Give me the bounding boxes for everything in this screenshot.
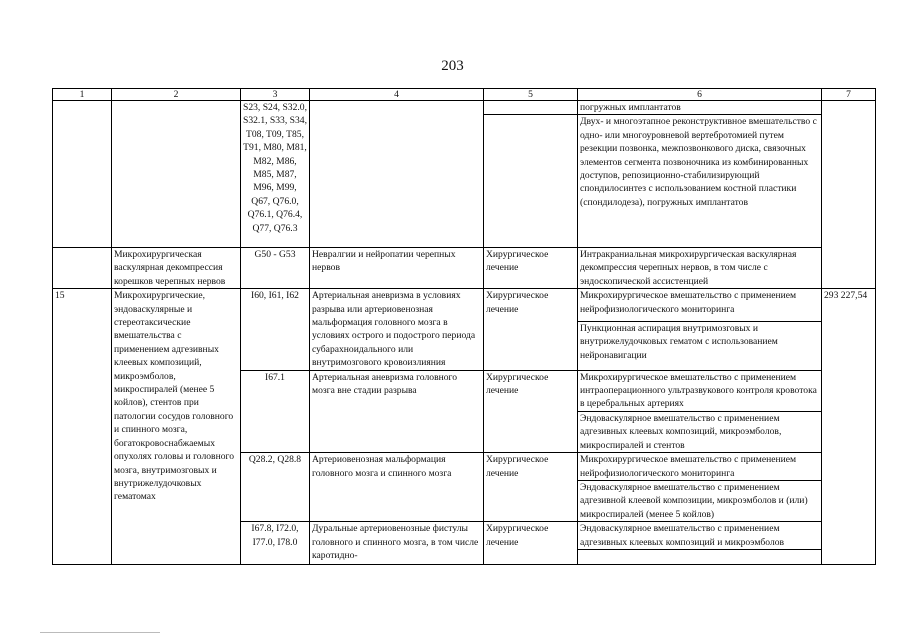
- cell-method: погружных имплантатов: [578, 101, 822, 115]
- cell-cost: [822, 101, 876, 289]
- cell-method: Микрохирургическое вмешательство с применением нейрофизиологического мониторинга: [578, 453, 822, 481]
- cell-name: [112, 101, 241, 248]
- treatment-table: [52, 88, 876, 565]
- cell-method: Эндоваскулярное вмешательство с применением адгезивной клеевой композиции, микроэмболов и (или) микроспиралей (менее 5 койлов): [578, 480, 822, 521]
- cell-name: Микрохирургические, эндоваскулярные и стереотаксические вмешательства с применением адгезивных клеевых композиций, микроэмболов, микроспиралей (менее 5 койлов), стентов при патологии сосудов головного и спинного мозга, богатокровоснабжаемых опухолях головы и головного мозга, внутримозговых и внутрижелудочковых гематомах: [112, 289, 241, 565]
- cell-diagnosis: Артериовенозная мальформация головного мозга и спинного мозга: [310, 453, 484, 522]
- cell-codes: I60, I61, I62: [241, 289, 310, 370]
- cell-method: Микрохирургическое вмешательство с применением интраоперационного ультразвукового контроля кровотока в церебральных артериях: [578, 370, 822, 411]
- cell-treatment: [484, 115, 578, 248]
- cell-cost: 293 227,54: [822, 289, 876, 565]
- cell-codes: Q28.2, Q28.8: [241, 453, 310, 522]
- cell-codes: S23, S24, S32.0, S32.1, S33, S34, T08, T09, T85, T91, M80, M81, M82, M86, M85, M87, M96, M99, Q67, Q76.0, Q76.1, Q76.4, Q77, Q76.3: [241, 101, 310, 248]
- cell-treatment: Хирургическое лечение: [484, 248, 578, 289]
- column-header: 5: [484, 89, 578, 101]
- cell-treatment: Хирургическое лечение: [484, 289, 578, 370]
- cell-method: [578, 549, 822, 564]
- page-bottom-mark: [40, 632, 160, 633]
- table-row: [53, 101, 876, 115]
- cell-codes: I67.1: [241, 370, 310, 452]
- cell-treatment: Хирургическое лечение: [484, 522, 578, 565]
- cell-treatment: Хирургическое лечение: [484, 453, 578, 522]
- cell-name: Микрохирургическая васкулярная декомпрессия корешков черепных нервов: [112, 248, 241, 289]
- cell-method: Эндоваскулярное вмешательство с применением адгезивных клеевых композиций, микроэмболов, микроспиралей и стентов: [578, 411, 822, 452]
- cell-diagnosis: Артериальная аневризма в условиях разрыва или артериовенозная мальформация головного мозга в условиях острого и подострого периода субарахноидального или внутримозгового кровоизлияния: [310, 289, 484, 370]
- cell-diagnosis: Артериальная аневризма головного мозга вне стадии разрыва: [310, 370, 484, 452]
- column-header: 7: [822, 89, 876, 101]
- column-header: 6: [578, 89, 822, 101]
- cell-diagnosis: Невралгии и нейропатии черепных нервов: [310, 248, 484, 289]
- column-number-row: [53, 89, 876, 101]
- cell-number: [53, 248, 112, 289]
- page-number: 203: [441, 58, 464, 74]
- cell-diagnosis: Дуральные артериовенозные фистулы головного и спинного мозга, в том числе каротидно-: [310, 522, 484, 565]
- column-header: 3: [241, 89, 310, 101]
- table-row: [53, 289, 876, 322]
- cell-method: Двух- и многоэтапное реконструктивное вмешательство с одно- или многоуровневой вертебротомией путем резекции позвонка, межпозвонкового диска, связочных элементов сегмента позвоночника из комбинированных доступов, репозиционно-стабилизирующий спондилосинтез с использованием костной пластики (спондилодеза), погружных имплантатов: [578, 115, 822, 248]
- cell-number: [53, 101, 112, 248]
- cell-diagnosis: [310, 101, 484, 248]
- column-header: 4: [310, 89, 484, 101]
- cell-number: 15: [53, 289, 112, 565]
- cell-treatment: Хирургическое лечение: [484, 370, 578, 452]
- cell-codes: I67.8, I72.0, I77.0, I78.0: [241, 522, 310, 565]
- column-header: 1: [53, 89, 112, 101]
- cell-method: Пункционная аспирация внутримозговых и внутрижелудочковых гематом с использованием нейронавигации: [578, 322, 822, 371]
- cell-treatment: [484, 101, 578, 115]
- cell-codes: G50 - G53: [241, 248, 310, 289]
- cell-method: Интракраниальная микрохирургическая васкулярная декомпрессия черепных нервов, в том числе с эндоскопической ассистенцией: [578, 248, 822, 289]
- column-header: 2: [112, 89, 241, 101]
- cell-method: Микрохирургическое вмешательство с применением нейрофизиологического мониторинга: [578, 289, 822, 322]
- table-row: [53, 248, 876, 289]
- cell-method: Эндоваскулярное вмешательство с применением адгезивных клеевых композиций и микроэмболов: [578, 522, 822, 550]
